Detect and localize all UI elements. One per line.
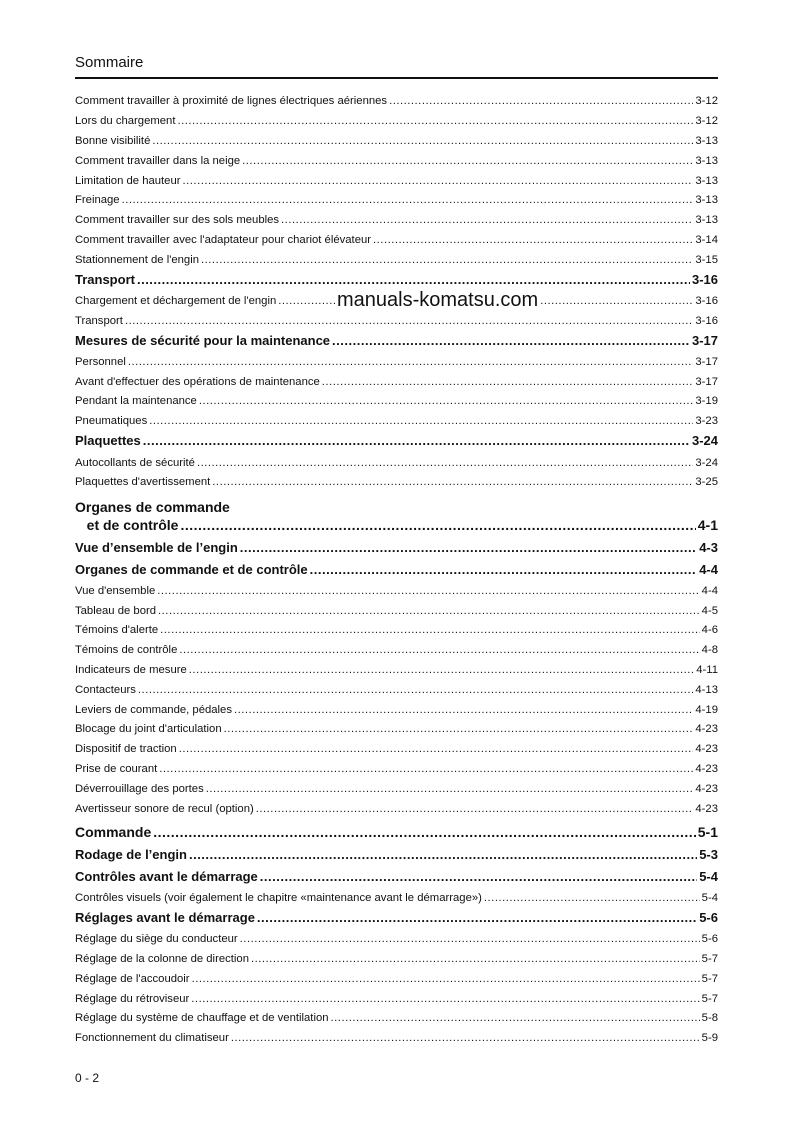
dot-leader: [310, 563, 698, 577]
dot-leader: [331, 1011, 700, 1025]
toc-entry[interactable]: [75, 1011, 718, 1025]
toc-entry-page: 5-3: [699, 847, 718, 862]
toc-entry[interactable]: [75, 375, 718, 389]
toc-entry-page: 5-7: [701, 993, 718, 1005]
toc-entry-label: Pendant la maintenance: [75, 395, 197, 407]
toc-entry-label: Vue d’ensemble de l’engin: [75, 540, 238, 555]
toc-entry[interactable]: [75, 663, 718, 677]
toc-entry-page: 3-13: [695, 135, 718, 147]
toc-entry-label: Réglages avant le démarrage: [75, 910, 255, 925]
toc-entry-page: 3-12: [695, 95, 718, 107]
toc-entry-label: Avertisseur sonore de recul (option): [75, 803, 254, 815]
dot-leader: [183, 174, 694, 188]
toc-entry[interactable]: [75, 314, 718, 328]
dot-leader: [242, 154, 693, 168]
toc-entry[interactable]: [75, 584, 718, 598]
page-number: 0 - 2: [75, 1071, 100, 1085]
toc-entry-label: Freinage: [75, 194, 120, 206]
toc-entry-page: 3-19: [695, 395, 718, 407]
toc-entry-label: Organes de commande et de contrôle: [75, 562, 308, 577]
toc-entry-page: 3-25: [695, 476, 718, 488]
toc-entry-label: Bonne visibilité: [75, 135, 151, 147]
dot-leader: [257, 911, 697, 925]
watermark: manuals-komatsu.com: [337, 289, 539, 311]
toc-entry-label: Réglage du système de chauffage et de ventilation: [75, 1012, 329, 1024]
dot-leader: [322, 375, 694, 389]
toc-entry[interactable]: [75, 114, 718, 128]
toc-entry-label: Stationnement de l'engin: [75, 254, 200, 266]
toc-entry-page: 5-4: [699, 869, 718, 884]
toc-entry[interactable]: [75, 174, 718, 188]
toc-entry-page: 5-9: [701, 1032, 718, 1044]
dot-leader: [240, 932, 700, 946]
toc-entry-page: 4-4: [699, 562, 718, 577]
dot-leader: [231, 1031, 700, 1045]
toc-entry-page: 4-5: [701, 605, 718, 617]
toc-entry-label: Transport: [75, 272, 135, 287]
dot-leader: [281, 213, 693, 227]
toc-entry-label: Chargement et déchargement de l'engin: [75, 295, 277, 307]
dot-leader: [206, 782, 694, 796]
toc-entry[interactable]: [75, 273, 718, 287]
toc-entry-page: 4-13: [695, 684, 718, 696]
dot-leader: [177, 114, 693, 128]
toc-entry-page: 3-16: [695, 315, 718, 327]
dot-leader: [137, 273, 690, 287]
toc-entry-label: Avant d'effectuer des opérations de maintenance: [75, 376, 320, 388]
dot-leader: [373, 233, 693, 247]
toc-entry[interactable]: [75, 456, 718, 470]
dot-leader: [160, 623, 700, 637]
toc-entry[interactable]: [75, 782, 718, 796]
toc-entry[interactable]: [75, 604, 718, 618]
toc-entry[interactable]: [75, 355, 718, 369]
toc-entry-page: 3-16: [691, 272, 718, 287]
dot-leader: [157, 584, 699, 598]
toc-entry-page: 3-12: [695, 115, 718, 127]
toc-entry-label: Mesures de sécurité pour la maintenance: [75, 333, 331, 348]
dot-leader: [332, 334, 690, 348]
toc-entry-label: Réglage du rétroviseur: [75, 993, 190, 1005]
toc-entry-page: 5-4: [701, 892, 718, 904]
dot-leader: [122, 193, 694, 207]
dot-leader: [224, 722, 694, 736]
toc-entry[interactable]: [75, 134, 718, 148]
dot-leader: [256, 802, 694, 816]
toc-entry-page: 3-15: [695, 254, 718, 266]
toc-entry-label: Contrôles avant le démarrage: [75, 869, 258, 884]
toc-entry[interactable]: [75, 911, 718, 925]
toc-entry-label: Plaquettes d'avertissement: [75, 476, 211, 488]
toc-entry-label: Réglage de l'accoudoir: [75, 973, 190, 985]
toc-entry-page: 3-17: [695, 376, 718, 388]
toc-entry[interactable]: [75, 722, 718, 736]
dot-leader: [484, 891, 700, 905]
dot-leader: [251, 952, 700, 966]
toc-entry-label: Réglage de la colonne de direction: [75, 953, 249, 965]
dot-leader: [128, 355, 694, 369]
toc-entry[interactable]: [75, 952, 718, 966]
toc-entry-page: 5-8: [701, 1012, 718, 1024]
toc-entry-label: Autocollants de sécurité: [75, 457, 195, 469]
dot-leader: [149, 414, 693, 428]
toc-entry-label: Limitation de hauteur: [75, 175, 181, 187]
toc-entry-label: Comment travailler à proximité de lignes électriques aériennes: [75, 95, 388, 107]
toc-entry[interactable]: [75, 253, 718, 267]
toc-entry-page: 4-23: [695, 723, 718, 735]
page-header-title: Sommaire: [75, 54, 144, 71]
dot-leader: [159, 762, 693, 776]
toc-entry[interactable]: [75, 825, 718, 839]
toc-chapter-organes-title: Organes de commande: [75, 499, 230, 515]
toc-entry-page: 3-13: [695, 155, 718, 167]
toc-entry-label: Contrôles visuels (voir également le chapitre «maintenance avant le démarrage»): [75, 892, 482, 904]
toc-entry[interactable]: [75, 475, 718, 489]
toc-entry[interactable]: [75, 563, 718, 577]
dot-leader: [212, 475, 693, 489]
toc-entry-label: Réglage du siège du conducteur: [75, 933, 238, 945]
toc-entry-label: Témoins d'alerte: [75, 624, 159, 636]
toc-entry[interactable]: [75, 233, 718, 247]
dot-leader: [234, 703, 693, 717]
toc-entry-page: 5-1: [697, 824, 718, 840]
toc-entry[interactable]: [75, 518, 718, 532]
toc-entry[interactable]: [75, 154, 718, 168]
dot-leader: [240, 541, 697, 555]
toc-entry-page: 3-14: [695, 234, 718, 246]
toc-entry-label: Comment travailler dans la neige: [75, 155, 241, 167]
dot-leader: [189, 848, 697, 862]
toc-entry[interactable]: [75, 972, 718, 986]
toc-entry-label: Pneumatiques: [75, 415, 148, 427]
toc-entry-label: Indicateurs de mesure: [75, 664, 187, 676]
toc-entry-label: Contacteurs: [75, 684, 136, 696]
toc-entry[interactable]: [75, 213, 718, 227]
toc-entry-page: 4-4: [701, 585, 718, 597]
toc-entry[interactable]: [75, 932, 718, 946]
dot-leader: [179, 643, 699, 657]
toc-entry-label: Rodage de l’engin: [75, 847, 187, 862]
toc-entry-page: 4-6: [701, 624, 718, 636]
toc-entry[interactable]: [75, 802, 718, 816]
toc-entry-label: Dispositif de traction: [75, 743, 177, 755]
toc-entry-label: Déverrouillage des portes: [75, 783, 204, 795]
toc-entry-page: 4-3: [699, 540, 718, 555]
toc-entry[interactable]: [75, 703, 718, 717]
toc-entry-label: Comment travailler sur des sols meubles: [75, 214, 280, 226]
toc-entry-label: Leviers de commande, pédales: [75, 704, 232, 716]
toc-entry[interactable]: [75, 334, 718, 348]
toc-entry-page: 3-24: [691, 433, 718, 448]
toc-entry-label: et de contrôle: [75, 517, 179, 533]
toc-entry-page: 4-23: [695, 783, 718, 795]
dot-leader: [389, 94, 693, 108]
toc-entry-page: 4-19: [695, 704, 718, 716]
toc-entry-label: Prise de courant: [75, 763, 158, 775]
toc-entry[interactable]: [75, 434, 718, 448]
toc-entry-label: Plaquettes: [75, 433, 141, 448]
toc-entry[interactable]: [75, 762, 718, 776]
toc-entry[interactable]: [75, 742, 718, 756]
toc-entry-page: 4-23: [695, 743, 718, 755]
toc-entry-page: 3-13: [695, 194, 718, 206]
toc-entry-label: Transport: [75, 315, 123, 327]
dot-leader: [191, 992, 699, 1006]
toc-entry-page: 5-7: [701, 953, 718, 965]
toc-entry[interactable]: [75, 848, 718, 862]
toc-entry-page: 5-7: [701, 973, 718, 985]
toc-entry-page: 3-17: [695, 356, 718, 368]
toc-entry-page: 3-23: [695, 415, 718, 427]
dot-leader: [199, 394, 694, 408]
toc-entry-page: 4-11: [696, 664, 718, 676]
toc-entry[interactable]: [75, 870, 718, 884]
toc-entry-page: 4-23: [695, 803, 718, 815]
toc-entry-page: 3-17: [691, 333, 718, 348]
dot-leader: [260, 870, 697, 884]
toc-entry[interactable]: [75, 1031, 718, 1045]
toc-entry-page: 3-24: [695, 457, 718, 469]
dot-leader: [192, 972, 700, 986]
dot-leader: [153, 825, 696, 839]
toc-entry-label: Blocage du joint d'articulation: [75, 723, 222, 735]
toc-entry[interactable]: [75, 541, 718, 555]
toc-entry[interactable]: [75, 193, 718, 207]
dot-leader: [152, 134, 693, 148]
toc-entry-page: 3-16: [695, 295, 718, 307]
toc-entry-page: 4-1: [697, 517, 718, 533]
toc-entry-page: 4-23: [695, 763, 718, 775]
dot-leader: [138, 683, 693, 697]
toc-entry-label: Commande: [75, 824, 152, 840]
toc-entry-label: Témoins de contrôle: [75, 644, 178, 656]
dot-leader: [125, 314, 693, 328]
toc-entry[interactable]: [75, 94, 718, 108]
toc-entry-label: Fonctionnement du climatiseur: [75, 1032, 229, 1044]
toc-entry-page: 3-13: [695, 214, 718, 226]
dot-leader: [197, 456, 693, 470]
toc-entry[interactable]: [75, 643, 718, 657]
dot-leader: [143, 434, 690, 448]
toc-entry[interactable]: [75, 992, 718, 1006]
toc-entry-label: Comment travailler avec l'adaptateur pour chariot élévateur: [75, 234, 372, 246]
toc-entry-label: Personnel: [75, 356, 126, 368]
toc-entry[interactable]: [75, 414, 718, 428]
toc-entry[interactable]: [75, 623, 718, 637]
toc-entry[interactable]: [75, 683, 718, 697]
header-rule: [75, 77, 718, 79]
toc-entry-label: Lors du chargement: [75, 115, 176, 127]
dot-leader: [158, 604, 700, 618]
toc-entry-page: 5-6: [699, 910, 718, 925]
dot-leader: [201, 253, 693, 267]
dot-leader: [179, 742, 694, 756]
toc-entry-page: 4-8: [701, 644, 718, 656]
toc-entry-label: Vue d'ensemble: [75, 585, 156, 597]
dot-leader: [180, 518, 695, 532]
dot-leader: [189, 663, 694, 677]
toc-entry-label: Tableau de bord: [75, 605, 157, 617]
toc-entry[interactable]: [75, 891, 718, 905]
toc-entry[interactable]: [75, 394, 718, 408]
toc-entry-page: 5-6: [701, 933, 718, 945]
toc-entry-page: 3-13: [695, 175, 718, 187]
